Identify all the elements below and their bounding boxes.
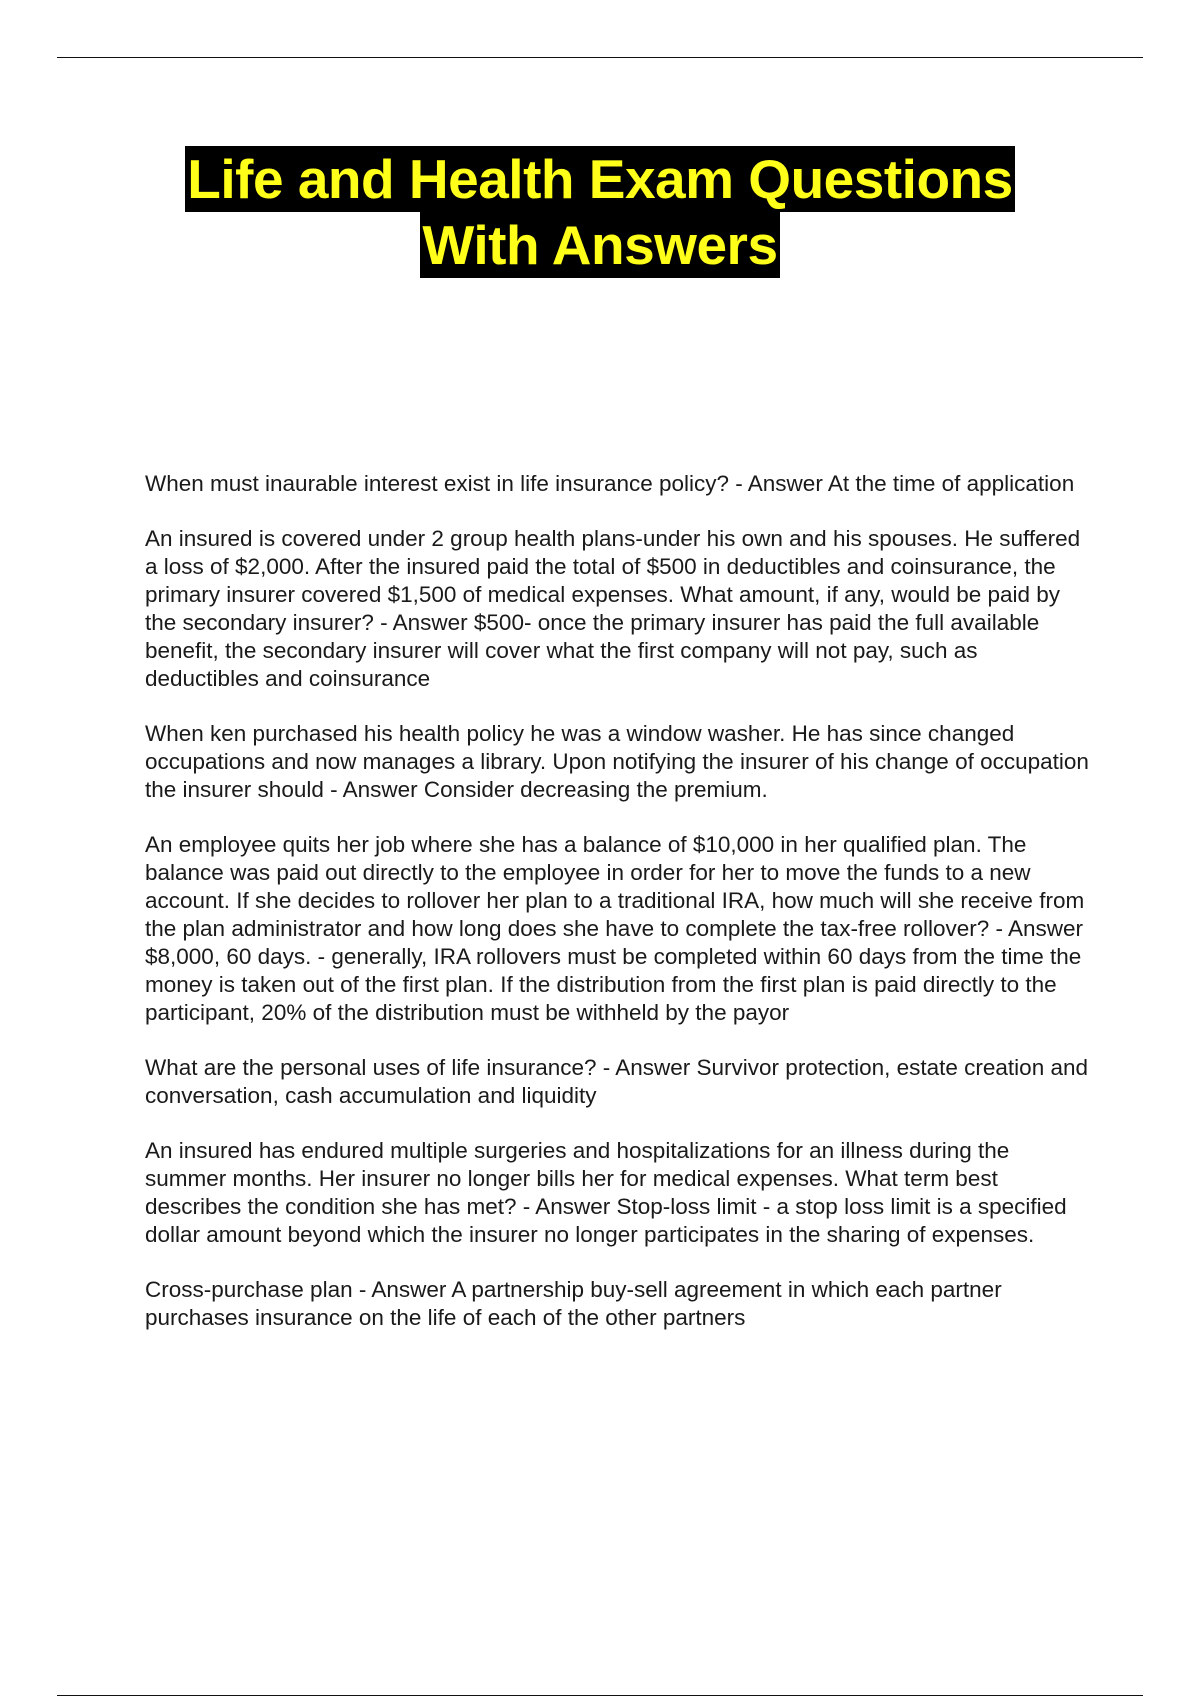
qa-item: An insured is covered under 2 group health plans-under his own and his spouses. He suffered a loss of $2,000. After the insured paid the total of $500 in deductibles and coinsurance, the primary insurer covered $1,500 of medical expenses. What amount, if any, would be paid by the secondary insurer? - Answer $500- once the primary insurer has paid the full available benefit, the secondary insurer will cover what the first company will not pay, such as deductibles and coinsurance (145, 526, 1081, 691)
qa-item: Cross-purchase plan - Answer A partnership buy-sell agreement in which each partner purchases insurance on the life of each of the other partners (145, 1277, 1002, 1330)
qa-item: An insured has endured multiple surgeries and hospitalizations for an illness during the summer months. Her insurer no longer bills her for medical expenses. What term best describes the condition she has met? - Answer Stop-loss limit - a stop loss limit is a specified dollar amount beyond which the insurer no longer participates in the sharing of expenses. (145, 1138, 1067, 1247)
top-rule (57, 57, 1143, 58)
qa-item: An employee quits her job where she has a balance of $10,000 in her qualified plan. The balance was paid out directly to the employee in order for her to move the funds to a new account. If she decides to rollover her plan to a traditional IRA, how much will she receive from the plan administrator and how long does she have to complete the tax-free rollover? - Answer $8,000, 60 days. - generally, IRA rollovers must be completed within 60 days from the time the money is taken out of the first plan. If the distribution from the first plan is paid directly to the participant, 20% of the distribution must be withheld by the payor (145, 832, 1085, 1025)
qa-item: What are the personal uses of life insurance? - Answer Survivor protection, estate creation and conversation, cash accumulation and liquidity (145, 1055, 1089, 1108)
qa-item: When must inaurable interest exist in life insurance policy? - Answer At the time of application (145, 471, 1075, 496)
page-title (0, 146, 1200, 278)
title-line-2: With Answers (422, 214, 778, 276)
question-answer-list (145, 470, 1095, 1359)
qa-item: When ken purchased his health policy he was a window washer. He has since changed occupations and now manages a library. Upon notifying the insurer of his change of occupation the insurer should - Answer Consider decreasing the premium. (145, 721, 1089, 802)
bottom-rule (57, 1695, 1143, 1696)
title-line-1: Life and Health Exam Questions (187, 148, 1013, 210)
